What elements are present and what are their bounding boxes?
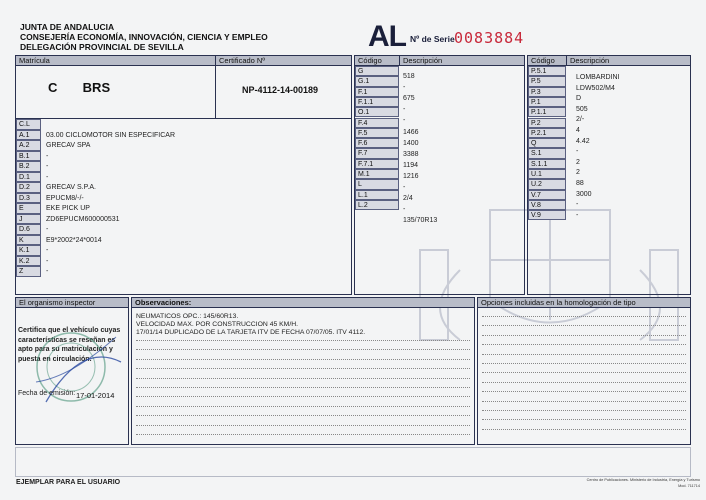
middle-code: F.1 [355,87,399,97]
option-rule [482,429,686,430]
middle-value: 1194 [403,161,419,169]
middle-value: 135/70R13 [403,217,438,225]
middle-value: 3388 [403,150,419,158]
series-code: AL [368,20,406,53]
left-field-value: EKE PICK UP [46,205,90,212]
header-line2: CONSEJERÍA ECONOMÍA, INNOVACIÓN, CIENCIA Y EMPLEO [20,32,268,42]
left-field-value: 03.00 CICLOMOTOR SIN ESPECIFICAR [46,131,176,139]
left-field-code: Z [16,266,41,277]
right-code: S.1.1 [528,159,566,169]
left-field-value: GRECAV SPA [46,142,91,149]
left-field-code: E [16,203,41,214]
middle-value: - [403,84,406,92]
divider [215,56,216,118]
observations-panel [131,297,475,445]
inspector-certifies: Certifica que el vehículo cuyas características se reseñan es apto para su matriculación y puesta en circulación. [18,327,121,363]
footer-left: EJEMPLAR PARA EL USUARIO [16,479,121,486]
observation-line: 17/01/14 DUPLICADO DE LA TARJETA ITV DE FECHA 07/07/05. ITV 4112. [136,329,366,336]
middle-fields [355,66,524,225]
middle-code: O.1 [355,107,399,117]
observation-rule [136,349,470,350]
middle-value: - [403,206,406,214]
left-field-code: K.2 [16,256,41,267]
right-code: S.1 [528,148,566,158]
option-rule [482,325,686,326]
left-field-value: - [46,163,49,170]
middle-value: 1216 [403,172,419,180]
left-field-code: K [16,235,41,246]
option-rule [482,372,686,373]
left-field-value: - [46,257,49,265]
bottom-strip [15,447,691,477]
inspector-panel [15,297,129,445]
footer-right2: Mod. 711714 [678,484,700,488]
option-rule [482,419,686,420]
right-code: V.8 [528,200,566,210]
option-rule [482,382,686,383]
left-field-value: - [46,173,49,181]
observation-rule [136,415,470,416]
left-field-code: C.L [16,119,41,130]
matricula-value: C BRS [48,80,111,95]
right-code: P.1 [528,97,566,107]
observation-rule [136,434,470,435]
left-field-code: A.2 [16,140,41,151]
right-value: 2 [576,158,580,166]
middle-value: - [403,184,406,191]
middle-value: 518 [403,73,415,80]
right-code: P.1.1 [528,107,566,117]
header-line1: JUNTA DE ANDALUCIA [20,22,115,32]
right-panel [527,55,691,295]
option-rule [482,335,686,336]
observation-rule [136,425,470,426]
left-fields [16,119,351,279]
middle-code: F.4 [355,118,399,128]
middle-code: M.1 [355,169,399,179]
right-code: P.5.1 [528,66,566,76]
middle-code: F.6 [355,138,399,148]
left-field-value: - [46,268,49,275]
left-field-code: B.2 [16,161,41,172]
right-code: Q [528,138,566,148]
option-rule [482,354,686,355]
left-field-code: D.3 [16,193,41,204]
observation-rule [136,406,470,407]
right-value: - [576,201,579,209]
options-title: Opciones incluidas en la homologación de tipo [478,298,690,308]
series-label: Nº de Serie [410,34,455,44]
middle-code: F.5 [355,128,399,138]
right-desc-header: Descripción [566,56,690,66]
right-value: 4 [576,127,580,134]
middle-value: 2/4 [403,195,413,203]
observations-title: Observaciones: [132,298,474,308]
left-field-value: ZD6EPUCM600000531 [46,215,120,223]
observations-lines [132,308,474,444]
date-value: 17-01-2014 [76,391,115,400]
left-field-code: K.1 [16,245,41,256]
right-value: 3000 [576,190,592,198]
observation-rule [136,378,470,379]
right-value: D [576,95,582,103]
left-field-value: - [46,226,49,233]
option-rule [482,401,686,402]
right-code: U.2 [528,179,566,189]
right-code: V.9 [528,210,566,220]
right-fields [528,66,690,236]
right-code-header: Código [528,56,566,66]
right-value: - [576,211,579,219]
left-field-value: E9*2002*24*0014 [46,236,102,244]
observation-line: VELOCIDAD MAX. POR CONSTRUCCION 45 KM/H. [136,321,299,328]
middle-code-header: Código [355,56,399,66]
right-code: P.2.1 [528,128,566,138]
left-field-code: A.1 [16,130,41,141]
right-value: 2/- [576,116,585,124]
matricula-label: Matrícula [16,56,215,66]
left-field-code: D.1 [16,172,41,183]
left-field-value: GRECAV S.P.A. [46,184,96,191]
middle-value: 1400 [403,139,419,147]
right-value: - [576,148,579,156]
middle-desc-header: Descripción [399,56,524,66]
option-rule [482,344,686,345]
date-label: Fecha de emisión: [18,390,76,397]
observation-rule [136,359,470,360]
option-rule [482,391,686,392]
right-value: LDW502/M4 [576,84,615,92]
options-panel [477,297,691,445]
middle-value: 1466 [403,128,419,136]
right-code: U.1 [528,169,566,179]
middle-code: F.1.1 [355,97,399,107]
observation-rule [136,396,470,397]
certificado-label: Certificado Nº [215,56,351,66]
footer-right1: Centro de Publicaciones. Ministerio de Industria, Energía y Turismo [586,478,700,482]
left-field-code: D.6 [16,224,41,235]
right-value: LOMBARDINI [576,74,620,81]
middle-code: F.7 [355,148,399,158]
right-value: 2 [576,169,580,177]
header-line3: DELEGACIÓN PROVINCIAL DE SEVILLA [20,42,184,52]
left-field-value: EPUCM8/-/- [46,194,84,202]
right-code: P.2 [528,118,566,128]
middle-code: L.1 [355,190,399,200]
left-field-code: B.1 [16,151,41,162]
left-panel [15,55,352,295]
series-number: 0083884 [454,29,525,47]
right-value: 505 [576,105,588,113]
right-value: 4.42 [576,137,590,145]
right-code: V.7 [528,190,566,200]
observation-line: NEUMATICOS OPC.: 145/60R13. [136,313,239,320]
inspector-title: El organismo inspector [16,298,128,308]
option-rule [482,316,686,317]
observation-rule [136,340,470,341]
certificado-value: NP-4112-14-00189 [242,85,319,95]
right-code: P.3 [528,87,566,97]
left-field-value: - [46,152,49,160]
observation-rule [136,387,470,388]
right-code: P.5 [528,76,566,86]
right-value: 88 [576,180,584,187]
middle-code: L.2 [355,200,399,210]
middle-code: G [355,66,399,76]
option-rule [482,410,686,411]
observation-rule [136,368,470,369]
middle-code: F.7.1 [355,159,399,169]
middle-value: - [403,106,406,114]
middle-panel [354,55,525,295]
left-field-code: J [16,214,41,225]
options-lines [478,308,690,444]
left-field-code: D.2 [16,182,41,193]
middle-code: L [355,179,399,189]
middle-value: - [403,117,406,125]
option-rule [482,363,686,364]
middle-value: 675 [403,95,415,103]
left-field-value: - [46,247,49,254]
middle-code: G.1 [355,76,399,86]
